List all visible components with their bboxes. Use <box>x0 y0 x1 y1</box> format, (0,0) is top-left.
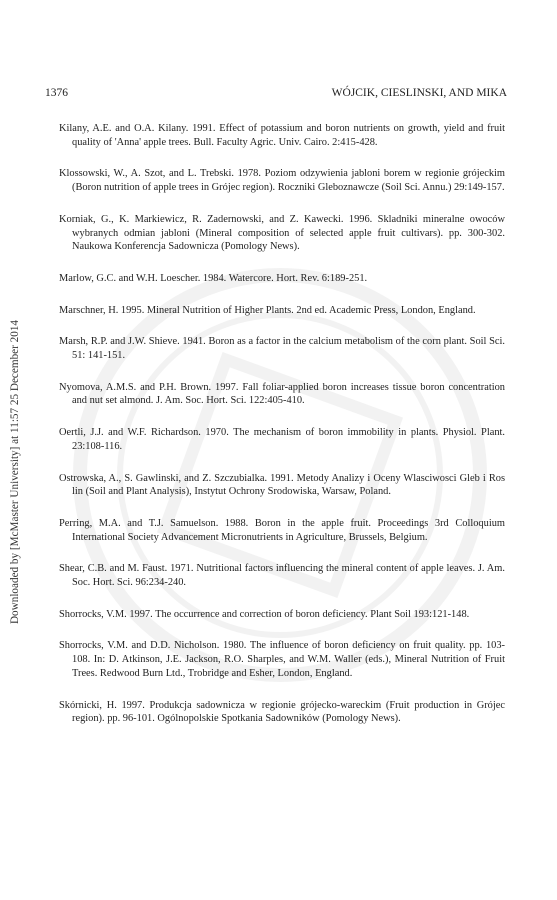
reference-entry: Kilany, A.E. and O.A. Kilany. 1991. Effect of potassium and boron nutrients on growth, yield and fruit quality of 'Anna' apple trees. Bull. Faculty Agric. Univ. Cairo. 2:415-428. <box>59 123 505 148</box>
running-header <box>45 87 507 99</box>
reference-list <box>59 122 505 744</box>
reference-entry: Korniak, G., K. Markiewicz, R. Zadernowski, and Z. Kawecki. 1996. Skladniki mineralne owoców wybranych odmian jabloni (Mineral composition of selected apple fruit cultivars). pp. 300-302. Naukowa Konferencja Sadownicza (Pomology News). <box>59 213 505 253</box>
reference-entry: Shear, C.B. and M. Faust. 1971. Nutritional factors influencing the mineral content of apple leaves. J. Am. Soc. Hort. Sci. 96:234-240. <box>59 563 505 589</box>
reference-entry: Marlow, G.C. and W.H. Loescher. 1984. Watercore. Hort. Rev. 6:189-251. <box>59 272 368 284</box>
reference-entry: Skórnicki, H. 1997. Produkcja sadownicza w regionie grójecko-wareckim (Fruit production in Grójec region). pp. 96-101. Ogólnopolskie Spotkania Sadowników (Pomology News). <box>59 699 505 725</box>
reference-entry: Marschner, H. 1995. Mineral Nutrition of Higher Plants. 2nd ed. Academic Press, London, England. <box>59 304 476 316</box>
page-number: 1376 <box>45 87 68 99</box>
running-head-authors: WÓJCIK, CIESLINSKI, AND MIKA <box>331 87 507 99</box>
download-notice <box>8 262 22 682</box>
reference-entry: Marsh, R.P. and J.W. Shieve. 1941. Boron as a factor in the calcium metabolism of the corn plant. Soil Sci. 51: 141-151. <box>59 336 505 362</box>
reference-entry: Nyomova, A.M.S. and P.H. Brown. 1997. Fall foliar-applied boron increases tissue boron concentration and nut set almond. J. Am. Soc. Hort. Sci. 122:405-410. <box>59 381 505 407</box>
reference-entry: Klossowski, W., A. Szot, and L. Trebski. 1978. Poziom odzywienia jabloni borem w regionie grójeckim (Boron nutrition of apple trees in Grójec region). Roczniki Gleboznawcze (Soil Sci. Annu.) 29:149-157. <box>59 168 505 194</box>
download-notice-text: Downloaded by [McMaster University] at 11:57 25 December 2014 <box>9 319 21 625</box>
reference-entry: Shorrocks, V.M. 1997. The occurrence and correction of boron deficiency. Plant Soil 193:121-148. <box>59 608 470 620</box>
reference-entry: Shorrocks, V.M. and D.D. Nicholson. 1980. The influence of boron deficiency on fruit quality. pp. 103-108. In: D. Atkinson, J.E. Jackson, R.O. Sharples, and W.M. Waller (eds.), Mineral Nutrition of Fruit Trees. Redwood Burn Ltd., Trobridge and Esher, London, England. <box>59 640 505 679</box>
reference-entry: Perring, M.A. and T.J. Samuelson. 1988. Boron in the apple fruit. Proceedings 3rd Colloquium International Society Advancement Micronutrients in Agriculture, Brussels, Belgium. <box>59 517 505 543</box>
reference-entry: Oertli, J.J. and W.F. Richardson. 1970. The mechanism of boron immobility in plants. Physiol. Plant. 23:108-116. <box>59 427 505 452</box>
reference-entry: Ostrowska, A., S. Gawlinski, and Z. Szczubialka. 1991. Metody Analizy i Oceny Wlasciwosci Gleb i Ros lin (Soil and Plant Analysis), Instytut Ochrony Srodowiska, Warsaw, Poland. <box>59 472 505 498</box>
